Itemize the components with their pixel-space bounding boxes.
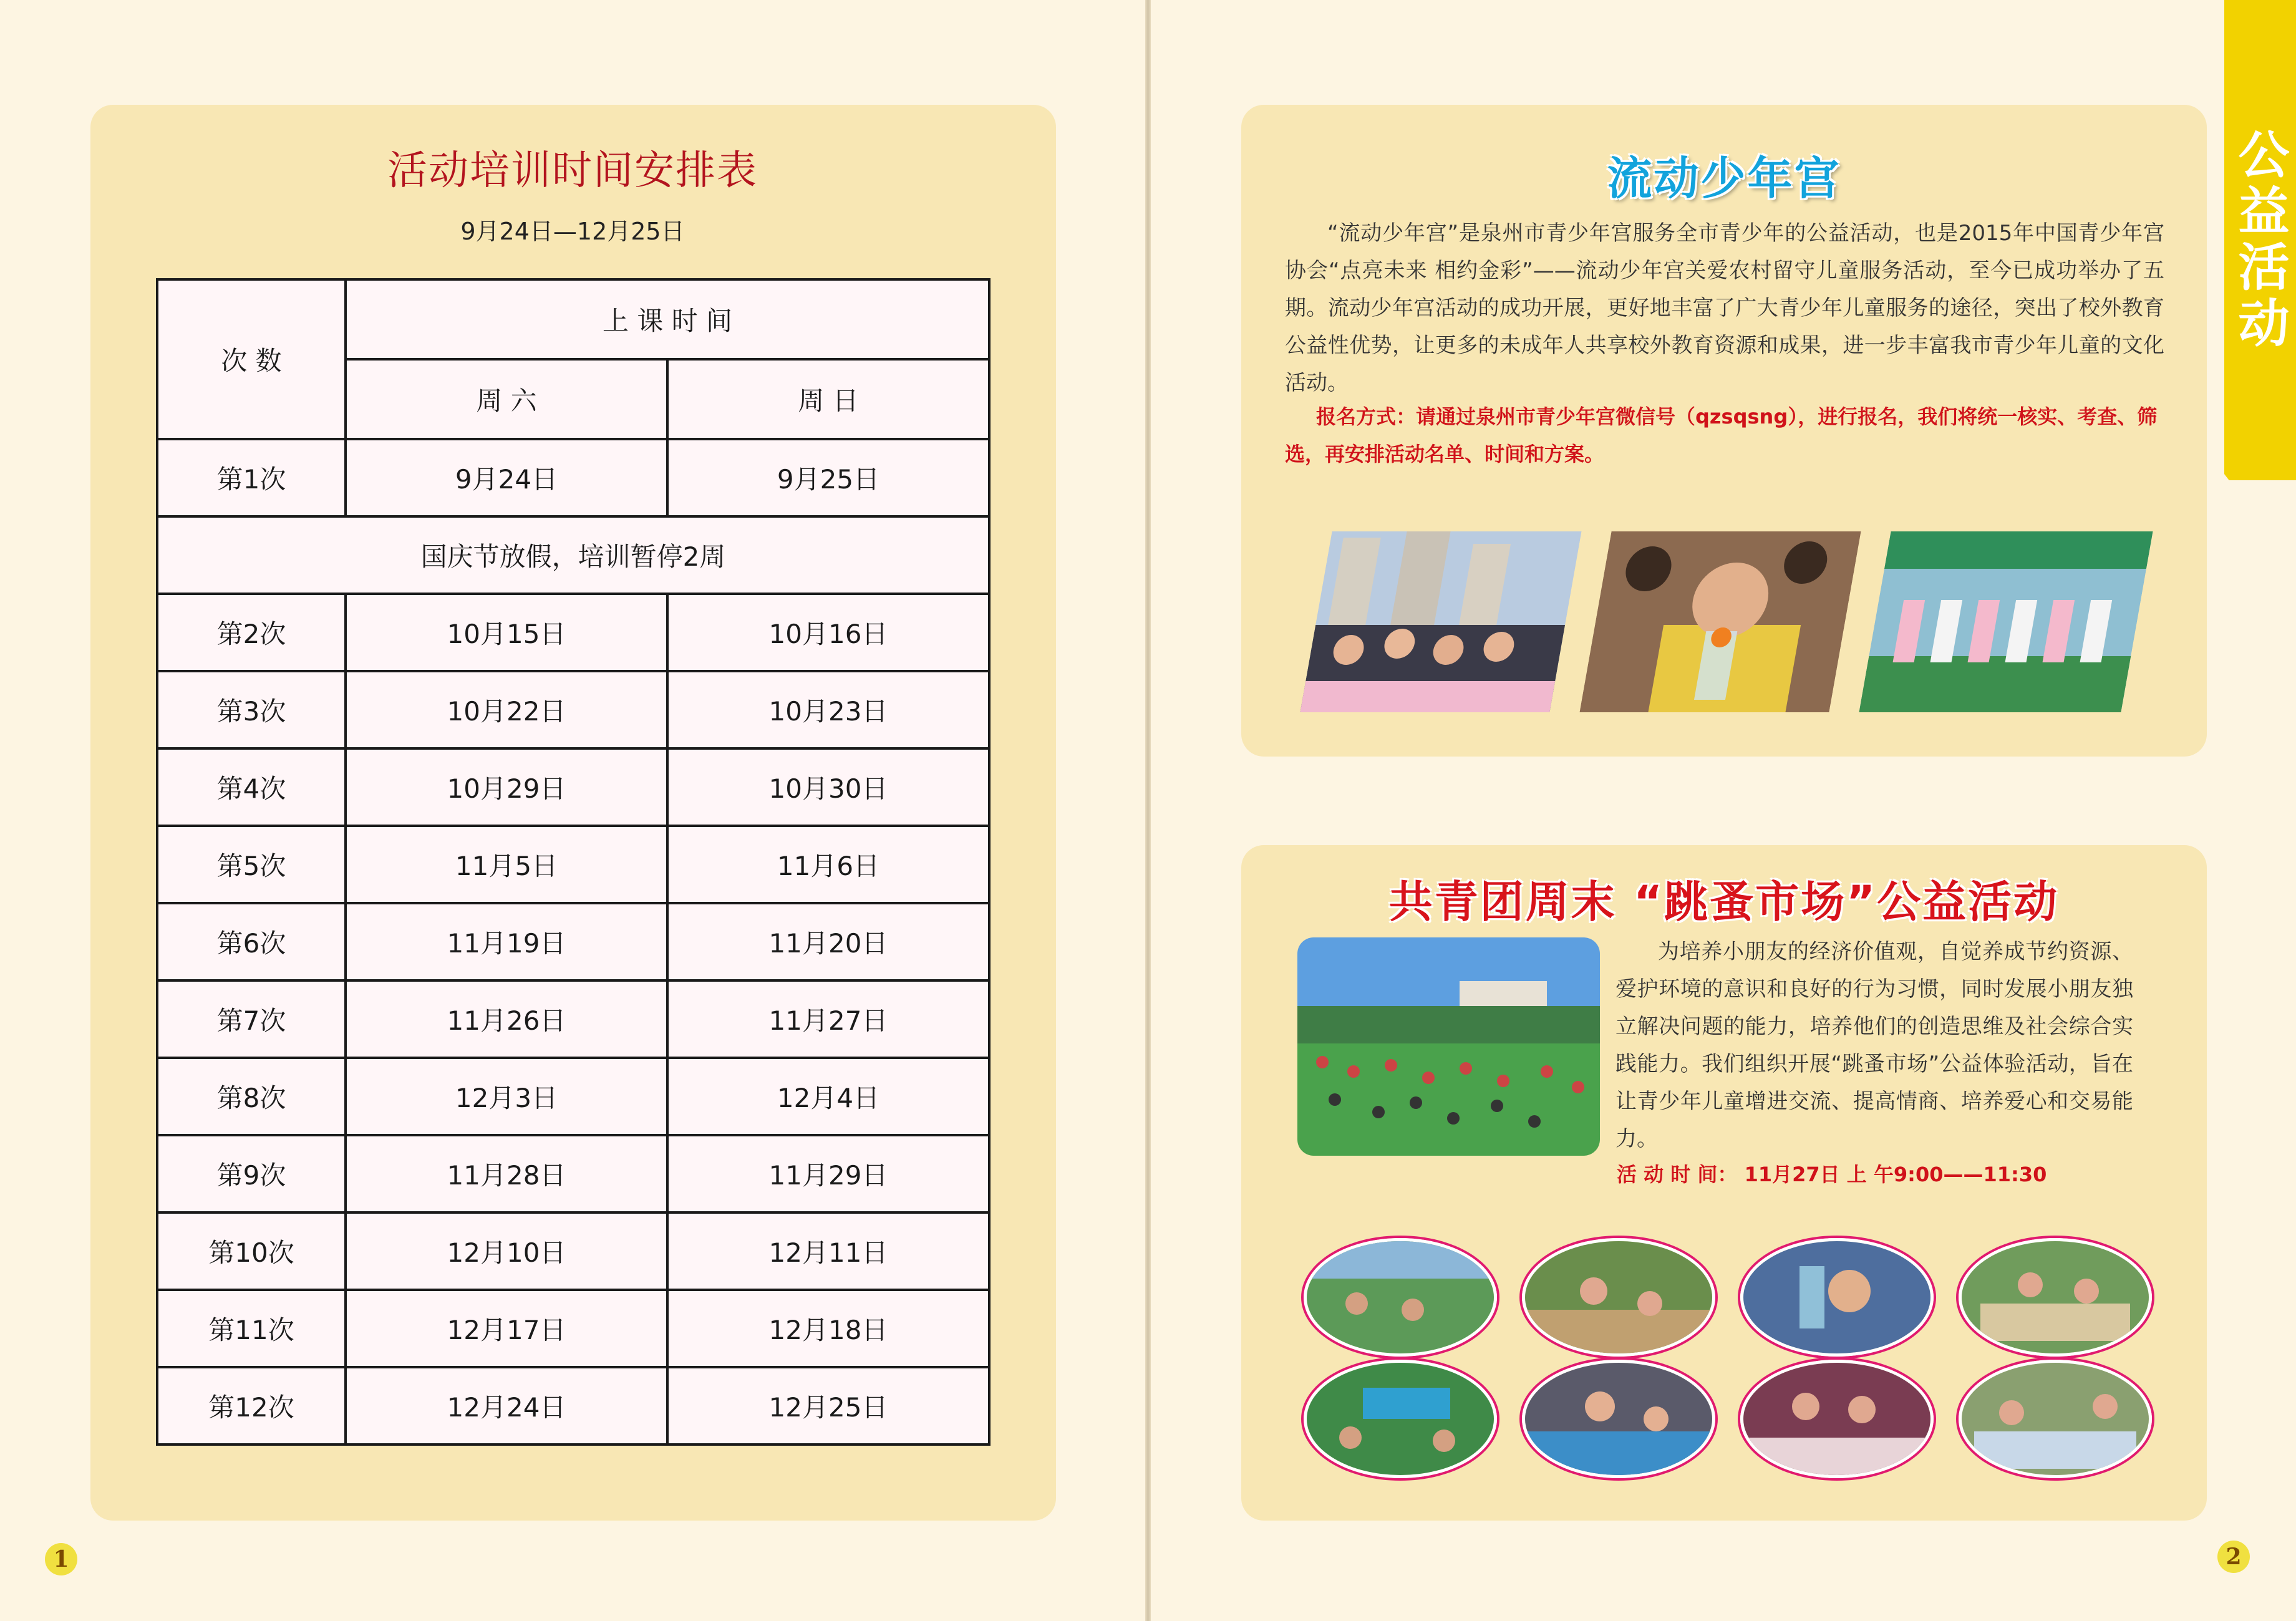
photo-oval-8: [1959, 1360, 2152, 1478]
holiday-note: 国庆节放假，培训暂停2周: [157, 516, 989, 594]
flea-market-time: 活 动 时 间： 11月27日 上 午9:00——11:30: [1617, 1163, 2047, 1186]
sunday-date: 12月18日: [667, 1290, 989, 1367]
flea-market-title: 共青团周末 “跳蚤市场”公益活动: [1388, 876, 2060, 927]
header-sunday: 周 日: [667, 359, 989, 439]
saturday-date: 10月29日: [346, 748, 667, 826]
table-row: [157, 1212, 989, 1290]
left-page: [0, 0, 1145, 1621]
saturday-date: 11月26日: [346, 980, 667, 1058]
session-label: 第10次: [157, 1212, 346, 1290]
saturday-date: 11月28日: [346, 1135, 667, 1212]
schedule-title: 活动培训时间安排表: [387, 148, 758, 194]
flea-market-paragraph: 为培养小朋友的经济价值观，自觉养成节约资源、爱护环境的意识和良好的行为习惯，同时发展小朋友独立解决问题的能力，培养他们的创造思维及社会综合实践能力。我们组织开展“跳蚤市场”公益体验活动，旨在让青少年儿童增进交流、提高情商、培养爱心和交易能力。: [1615, 939, 2133, 1151]
saturday-date: 12月3日: [346, 1058, 667, 1135]
table-row: [157, 1290, 989, 1367]
page-number-right: 2: [2217, 1541, 2250, 1573]
photo-children-lineup: [1859, 531, 2153, 712]
photo-oval-2: [1522, 1238, 1715, 1357]
session-label: 第1次: [157, 439, 346, 516]
schedule-date-range: 9月24日—12月25日: [460, 218, 685, 245]
sunday-date: 12月11日: [667, 1212, 989, 1290]
page-number-left: 1: [45, 1543, 77, 1575]
sunday-date: 11月20日: [667, 903, 989, 980]
header-count: 次 数: [157, 279, 346, 439]
center-fold: [1145, 0, 1151, 1621]
sunday-date: 9月25日: [667, 439, 989, 516]
session-label: 第2次: [157, 594, 346, 671]
saturday-date: 12月17日: [346, 1290, 667, 1367]
mobile-palace-title: 流动少年宫: [1607, 152, 1841, 205]
saturday-date: 11月19日: [346, 903, 667, 980]
table-row: [157, 594, 989, 671]
sunday-date: 12月25日: [667, 1367, 989, 1444]
session-label: 第7次: [157, 980, 346, 1058]
sunday-date: 11月27日: [667, 980, 989, 1058]
side-tab-label: 公益活动: [2230, 128, 2289, 352]
photo-crowd-field: [1297, 937, 1600, 1156]
photo-oval-1: [1304, 1238, 1497, 1357]
header-saturday: 周 六: [346, 359, 667, 439]
sunday-date: 11月6日: [667, 826, 989, 903]
session-label: 第3次: [157, 671, 346, 748]
mobile-palace-paragraph: “流动少年宫”是泉州市青少年宫服务全市青少年的公益活动，也是2015年中国青少年宫协会“点亮未来 相约金彩”——流动少年宫关爱农村留守儿童服务活动，至今已成功举办了五期。流动少年宫活动的成功开展，更好地丰富了广大青少年儿童服务的途径，突出了校外教育公益性优势，让更多的未成年人共享校外教育资源和成果，进一步丰富我市青少年儿童的文化活动。: [1285, 221, 2164, 395]
saturday-date: 10月15日: [346, 594, 667, 671]
session-label: 第5次: [157, 826, 346, 903]
session-label: 第8次: [157, 1058, 346, 1135]
table-row: [157, 1135, 989, 1212]
table-row: [157, 439, 989, 516]
session-label: 第11次: [157, 1290, 346, 1367]
sunday-date: 11月29日: [667, 1135, 989, 1212]
saturday-date: 9月24日: [346, 439, 667, 516]
sunday-date: 10月16日: [667, 594, 989, 671]
table-row: [157, 1367, 989, 1444]
session-label: 第9次: [157, 1135, 346, 1212]
saturday-date: 10月22日: [346, 671, 667, 748]
sunday-date: 10月23日: [667, 671, 989, 748]
sunday-date: 12月4日: [667, 1058, 989, 1135]
photo-oval-7: [1740, 1360, 1934, 1478]
sunday-date: 10月30日: [667, 748, 989, 826]
photo-oval-5: [1304, 1360, 1497, 1478]
table-row: [157, 903, 989, 980]
photo-children-table: [1300, 531, 1581, 712]
saturday-date: 12月10日: [346, 1212, 667, 1290]
table-row: [157, 1058, 989, 1135]
photo-boy-experiment: [1579, 531, 1861, 712]
header-class-time: 上 课 时 间: [346, 279, 989, 359]
photo-oval-3: [1740, 1238, 1934, 1357]
table-row: [157, 671, 989, 748]
table-row: [157, 748, 989, 826]
photo-oval-4: [1959, 1238, 2152, 1357]
schedule-table: [156, 278, 991, 1446]
saturday-date: 11月5日: [346, 826, 667, 903]
saturday-date: 12月24日: [346, 1367, 667, 1444]
photo-oval-6: [1522, 1360, 1715, 1478]
session-label: 第6次: [157, 903, 346, 980]
session-label: 第12次: [157, 1367, 346, 1444]
session-label: 第4次: [157, 748, 346, 826]
table-row: [157, 980, 989, 1058]
table-row: [157, 826, 989, 903]
mobile-palace-signup: 报名方式：请通过泉州市青少年宫微信号（qzsqsng），进行报名，我们将统一核实、考查、筛选，再安排活动名单、时间和方案。: [1285, 405, 2158, 466]
